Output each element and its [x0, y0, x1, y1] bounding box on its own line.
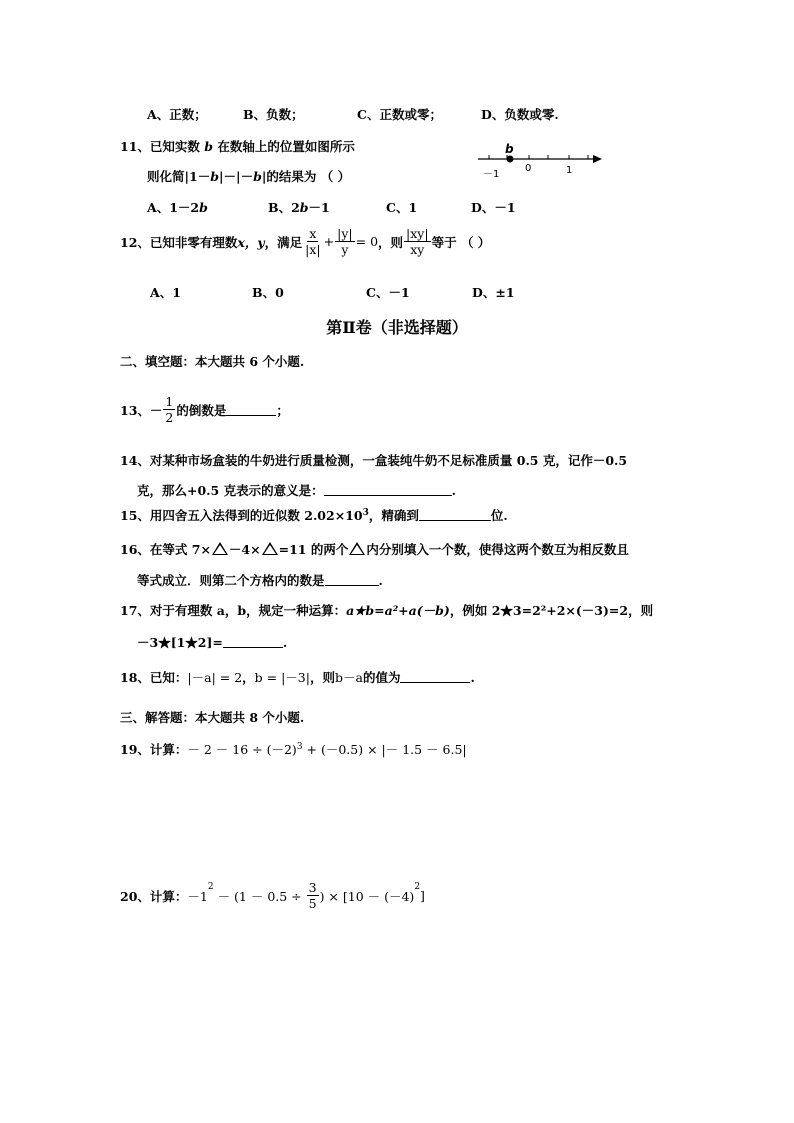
q12-option-c[interactable]: C、－1 — [366, 285, 410, 300]
q11-stem: 11、已知实数 b 在数轴上的位置如图所示 — [120, 139, 355, 154]
q16-line-2: 等式成立．则第二个方格内的数是 . — [137, 573, 383, 588]
q11-expression: 则化简|1－b|－|－b|的结果为 （ ） — [147, 169, 351, 184]
q10-option-b[interactable]: B、负数； — [243, 107, 304, 122]
q16-answer-blank[interactable] — [325, 574, 379, 586]
q14-answer-blank[interactable] — [324, 484, 452, 496]
q20-fraction: $\frac{3}{5}$ — [308, 880, 317, 911]
q13-fraction: $\frac{1}{2}$ — [165, 394, 174, 425]
q10-option-a[interactable]: A、正数； — [147, 107, 207, 122]
point-b-label: b — [505, 142, 514, 156]
triangle-box-3-icon — [349, 542, 365, 555]
q14-line-2: 克，那么+0.5 克表示的意义是： . — [137, 483, 456, 498]
q18: 18、已知：|－a| = 2，b = |－3|，则b－a的值为 . — [120, 670, 475, 685]
q17-answer-blank[interactable] — [223, 636, 283, 648]
q12-fraction-1: $\frac{x}{|x|}$ — [305, 226, 321, 257]
q12-option-a[interactable]: A、1 — [150, 285, 181, 300]
triangle-box-1-icon[interactable] — [212, 542, 228, 555]
q16-line-1: 16、在等式 7× －4× =11 的两个 内分别填入一个数，使得这两个数互为相反数且 — [120, 542, 629, 557]
tick-label-neg1: －1 — [483, 169, 500, 180]
part-3-header: 三、解答题：本大题共 8 个小题. — [120, 710, 305, 725]
q13-answer-blank[interactable] — [226, 404, 276, 416]
point-b-dot — [507, 156, 514, 163]
q11-option-b[interactable]: B、2b－1 — [268, 200, 330, 215]
q11-option-a[interactable]: A、1－2b — [147, 200, 208, 215]
q17-line-2: －3★[1★2]= . — [137, 635, 288, 650]
tick-label-0: 0 — [525, 163, 532, 174]
q11-option-d[interactable]: D、－1 — [471, 200, 516, 215]
q15-answer-blank[interactable] — [419, 509, 491, 521]
q12-fraction-2: $\frac{|y|}{y}$ — [337, 226, 353, 257]
q19: 19、计算：－ $2 - 16 \div (-2)^3 + (-0.5)$ × |－ 1.5 － 6.5| — [120, 741, 467, 757]
q17-line-1: 17、对于有理数 a，b，规定一种运算：a★b=a²+a(－b)，例如 2★3=2²+2×(－3)=2，则 — [120, 603, 654, 618]
part-2-header: 二、填空题：本大题共 6 个小题. — [120, 354, 305, 369]
q11-number-line — [475, 140, 605, 180]
arrow-icon — [593, 155, 602, 163]
q10-option-d[interactable]: D、负数或零. — [481, 107, 559, 122]
q18-answer-blank[interactable] — [400, 671, 470, 683]
section-2-title: 第Ⅱ卷（非选择题） — [326, 318, 468, 337]
q13: 13、－ $\frac{1}{2}$ 的倒数是 ； — [120, 394, 289, 425]
triangle-box-2-icon[interactable] — [262, 542, 278, 555]
q12-stem: 12、 已知非零有理数 x，y ，满足 $\frac{x}{|x|}$ + $\frac{|y|}{y}$ = 0 ，则 $\frac{|xy|}{xy}$ 等于 （ ） — [120, 226, 491, 257]
q12-option-d[interactable]: D、±1 — [472, 285, 515, 300]
q15: 15、用四舍五入法得到的近似数 $2.02\times 10^3$，精确到 位. — [120, 507, 508, 523]
q11-option-c[interactable]: C、1 — [386, 200, 418, 215]
q20: 20、计算： －1 $^2$ － (1 － 0.5 ÷ $\frac{3}{5}$ ) × [10 － (－4) $^2$ ] — [120, 880, 425, 911]
tick-label-1: 1 — [566, 165, 573, 176]
q12-fraction-3: $\frac{|xy|}{xy}$ — [406, 226, 429, 257]
q14-line-1: 14、对某种市场盒装的牛奶进行质量检测，一盒装纯牛奶不足标准质量 0.5 克，记作－0.5 — [120, 453, 628, 468]
q10-option-c[interactable]: C、正数或零； — [357, 107, 442, 122]
q12-option-b[interactable]: B、0 — [252, 285, 284, 300]
